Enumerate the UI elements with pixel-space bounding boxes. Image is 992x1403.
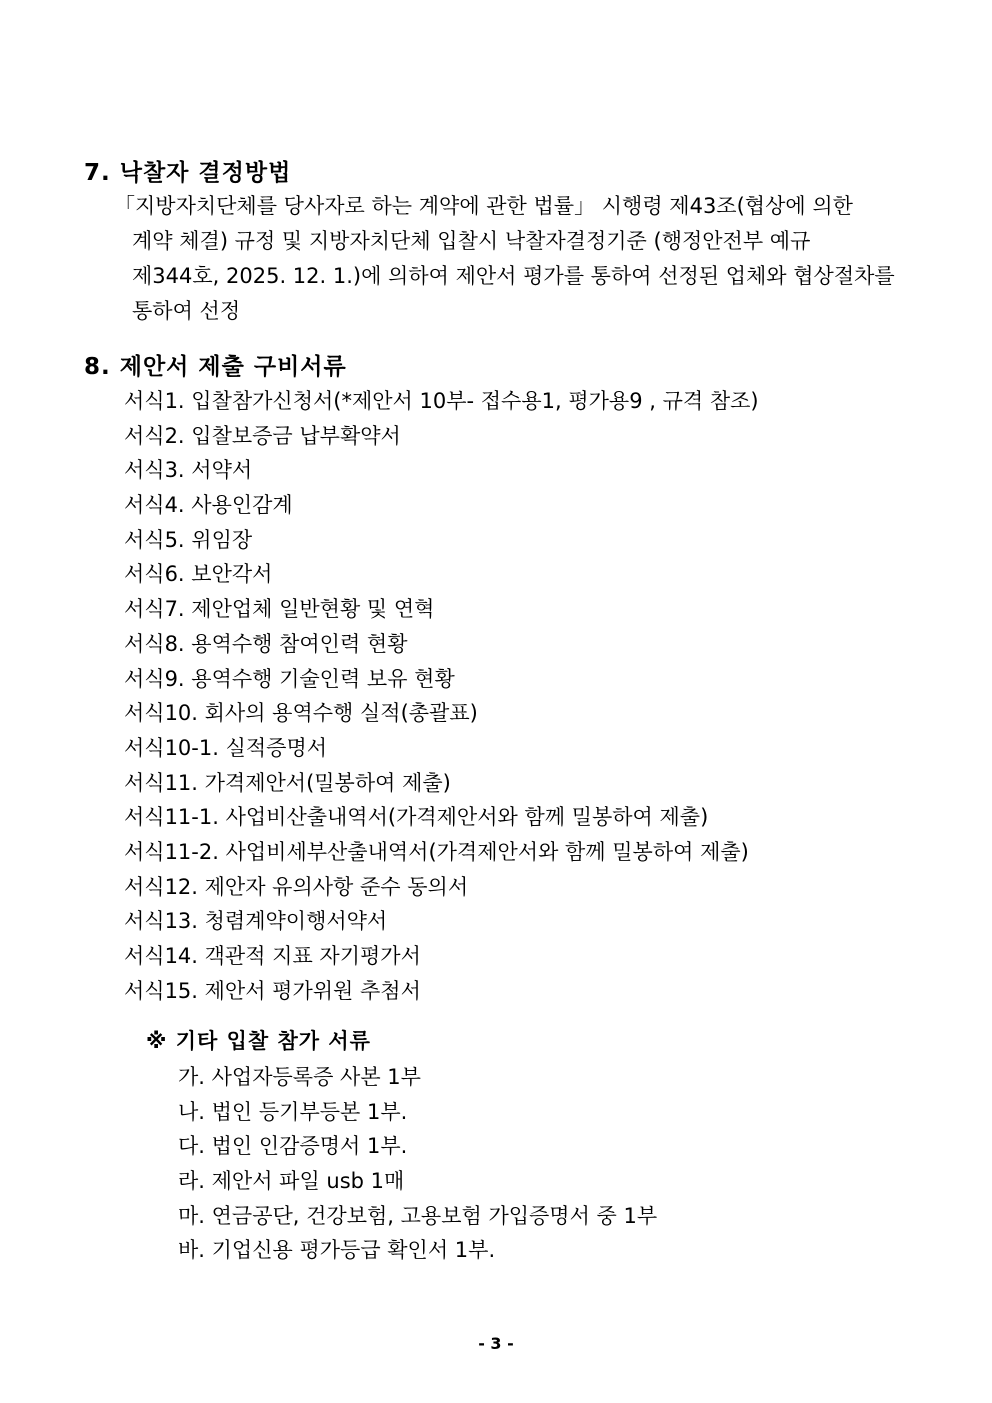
form-item: 서식12. 제안자 유의사항 준수 동의서 <box>124 874 469 899</box>
other-document-item: 마. 연금공단, 건강보험, 고용보험 가입증명서 중 1부 <box>178 1203 658 1228</box>
other-document-item: 라. 제안서 파일 usb 1매 <box>178 1169 405 1194</box>
form-item: 서식8. 용역수행 참여인력 현황 <box>124 631 408 656</box>
other-document-item: 바. 기업신용 평가등급 확인서 1부. <box>178 1238 496 1263</box>
page-number: - 3 - <box>478 1334 514 1353</box>
other-document-item: 나. 법인 등기부등본 1부. <box>178 1099 408 1124</box>
paragraph-line: 통하여 선정 <box>132 299 241 323</box>
form-item: 서식6. 보안각서 <box>124 562 273 587</box>
form-item: 서식1. 입찰참가신청서(*제안서 10부- 접수용1, 평가용9 , 규격 참조) <box>124 389 759 413</box>
other-documents-list <box>178 1060 657 1268</box>
section-7-paragraph <box>114 189 906 329</box>
form-item: 서식3. 서약서 <box>124 458 253 483</box>
form-item: 서식13. 청렴계약이행서약서 <box>124 909 388 934</box>
paragraph-line: 계약 체결) 규정 및 지방자치단체 입찰시 낙찰자결정기준 (행정안전부 예규 <box>132 229 811 253</box>
form-item: 서식15. 제안서 평가위원 추첨서 <box>124 978 421 1003</box>
section-7-heading: 7. 낙찰자 결정방법 <box>84 160 292 186</box>
form-item: 서식10-1. 실적증명서 <box>124 735 328 760</box>
form-item: 서식9. 용역수행 기술인력 보유 현황 <box>124 666 455 691</box>
other-document-item: 가. 사업자등록증 사본 1부 <box>178 1065 421 1089</box>
form-item: 서식4. 사용인감계 <box>124 493 293 518</box>
form-item: 서식5. 위임장 <box>124 527 253 552</box>
form-item: 서식14. 객관적 지표 자기평가서 <box>124 944 421 968</box>
paragraph-line: 제344호, 2025. 12. 1.)에 의하여 제안서 평가를 통하여 선정된 업체와 협상절차를 <box>132 264 895 288</box>
form-item: 서식7. 제안업체 일반현황 및 연혁 <box>124 597 435 622</box>
other-document-item: 다. 법인 인감증명서 1부. <box>178 1134 408 1159</box>
form-item: 서식11-2. 사업비세부산출내역서(가격제안서와 함께 밀봉하여 제출) <box>124 839 749 864</box>
paragraph-line: 「지방자치단체를 당사자로 하는 계약에 관한 법률」 시행령 제43조(협상에 의한 <box>114 194 853 218</box>
form-item: 서식11. 가격제안서(밀봉하여 제출) <box>124 770 451 795</box>
form-item: 서식2. 입찰보증금 납부확약서 <box>124 423 401 448</box>
other-documents-heading: ※ 기타 입찰 참가 서류 <box>146 1029 371 1053</box>
form-list <box>124 384 759 1008</box>
section-8-heading: 8. 제안서 제출 구비서류 <box>84 354 347 380</box>
form-item: 서식11-1. 사업비산출내역서(가격제안서와 함께 밀봉하여 제출) <box>124 805 709 830</box>
form-item: 서식10. 회사의 용역수행 실적(총괄표) <box>124 701 478 726</box>
